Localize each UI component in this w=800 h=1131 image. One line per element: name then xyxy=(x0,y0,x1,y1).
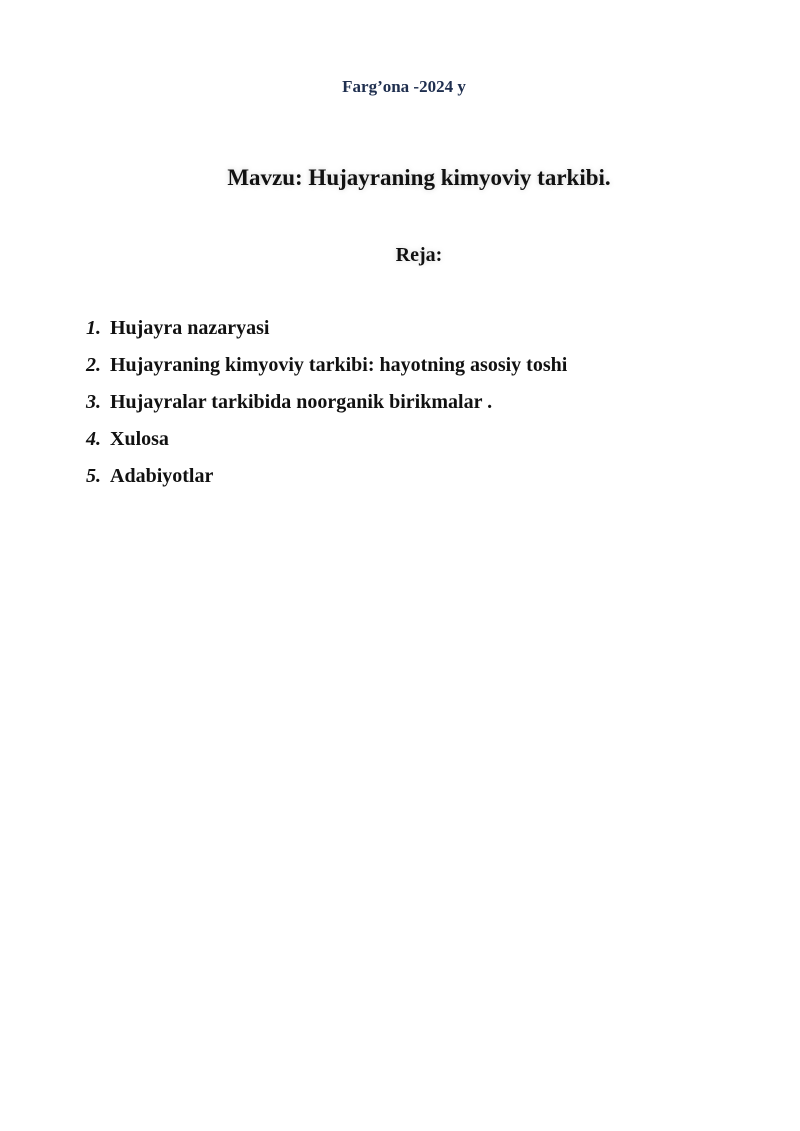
plan-item-text: Hujayra nazaryasi xyxy=(110,317,270,339)
plan-item-number: 1. xyxy=(86,317,101,339)
plan-item-number: 5. xyxy=(86,465,101,487)
plan-item xyxy=(86,391,567,428)
plan-item-text: Hujayralar tarkibida noorganik birikmalar . xyxy=(110,391,493,413)
plan-item xyxy=(86,317,567,354)
plan-item xyxy=(86,465,567,502)
plan-heading: Reja: xyxy=(395,244,443,266)
topic-title: Mavzu: Hujayraning kimyoviy tarkibi. xyxy=(227,165,611,190)
plan-item-number: 2. xyxy=(86,354,101,376)
plan-list xyxy=(86,317,567,502)
city-year-line: Farg’ona -2024 y xyxy=(342,77,466,96)
plan-item xyxy=(86,354,567,391)
plan-item-number: 3. xyxy=(86,391,101,413)
plan-item-text: Hujayraning kimyoviy tarkibi: hayotning asosiy toshi xyxy=(110,354,568,376)
plan-item-text: Xulosa xyxy=(110,428,169,450)
plan-item-number: 4. xyxy=(86,428,101,450)
plan-item-text: Adabiyotlar xyxy=(110,465,214,487)
plan-item xyxy=(86,428,567,465)
